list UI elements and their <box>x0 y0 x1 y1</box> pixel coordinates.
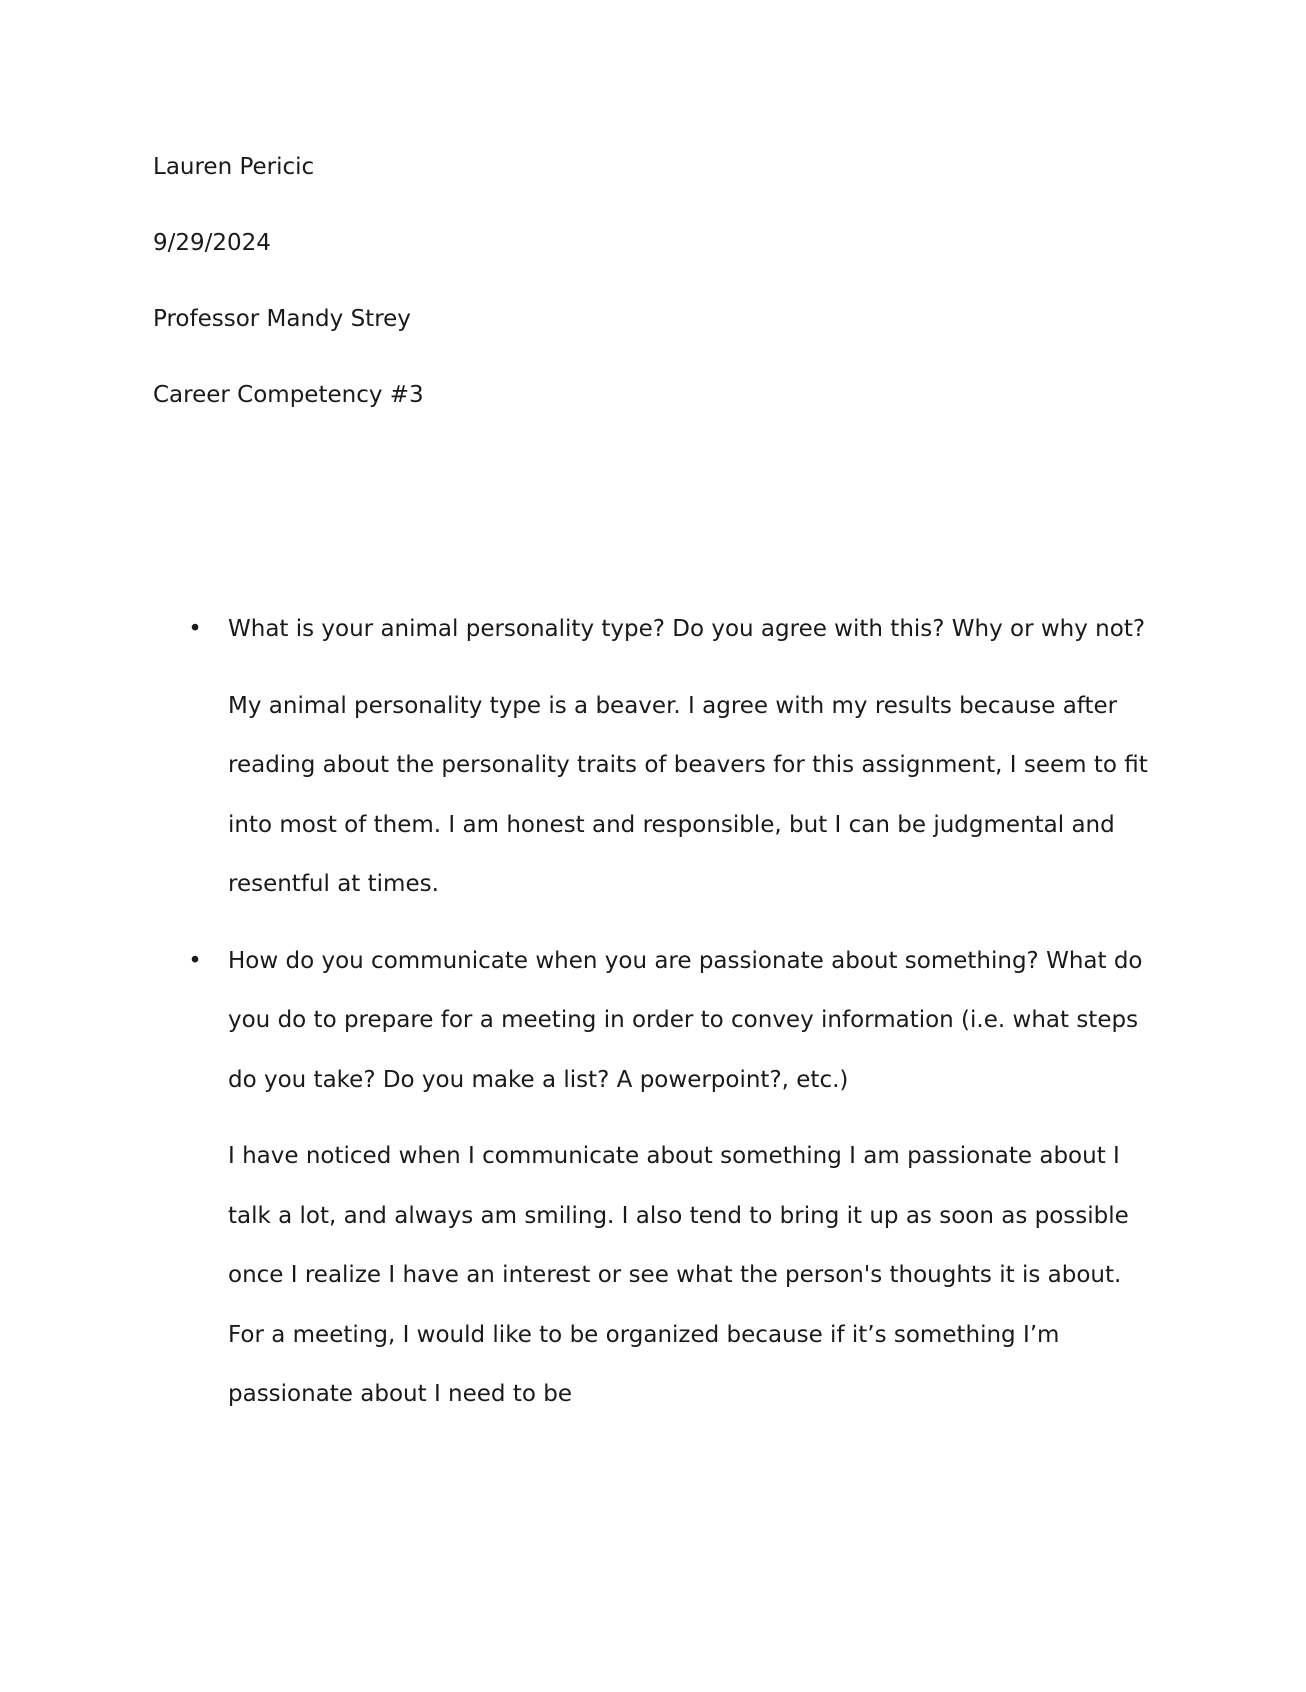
document-date: 9/29/2024 <box>153 230 271 256</box>
author-name: Lauren Pericic <box>153 154 315 180</box>
question-text: How do you communicate when you are passionate about something? What do you do to prepare for a meeting in order to convey information (i.e. what steps do you take? Do you make a list? A powerpoint?, etc.) <box>228 947 1143 1093</box>
course-title: Career Competency #3 <box>153 382 424 408</box>
bullet-icon: • <box>188 947 202 974</box>
question-item <box>188 932 1158 1111</box>
answer-paragraph: My animal personality type is a beaver. I agree with my results because after reading about the personality traits of beavers for this assignment, I seem to fit into most of them. I am honest and responsible, but I can be judgmental and resentful at times. <box>228 692 1148 897</box>
answer-paragraph: I have noticed when I communicate about something I am passionate about I talk a lot, and always am smiling. I also tend to bring it up as soon as possible once I realize I have an interest or see what the person's thoughts it is about. For a meeting, I would like to be organized because if it’s something I’m passionate about I need to be <box>228 1143 1129 1407</box>
bullet-icon: • <box>188 616 202 642</box>
question-text: What is your animal personality type? Do you agree with this? Why or why not? <box>228 616 1146 642</box>
question-item <box>188 600 1158 660</box>
professor-name: Professor Mandy Strey <box>153 306 411 332</box>
document-body <box>0 600 1306 1442</box>
